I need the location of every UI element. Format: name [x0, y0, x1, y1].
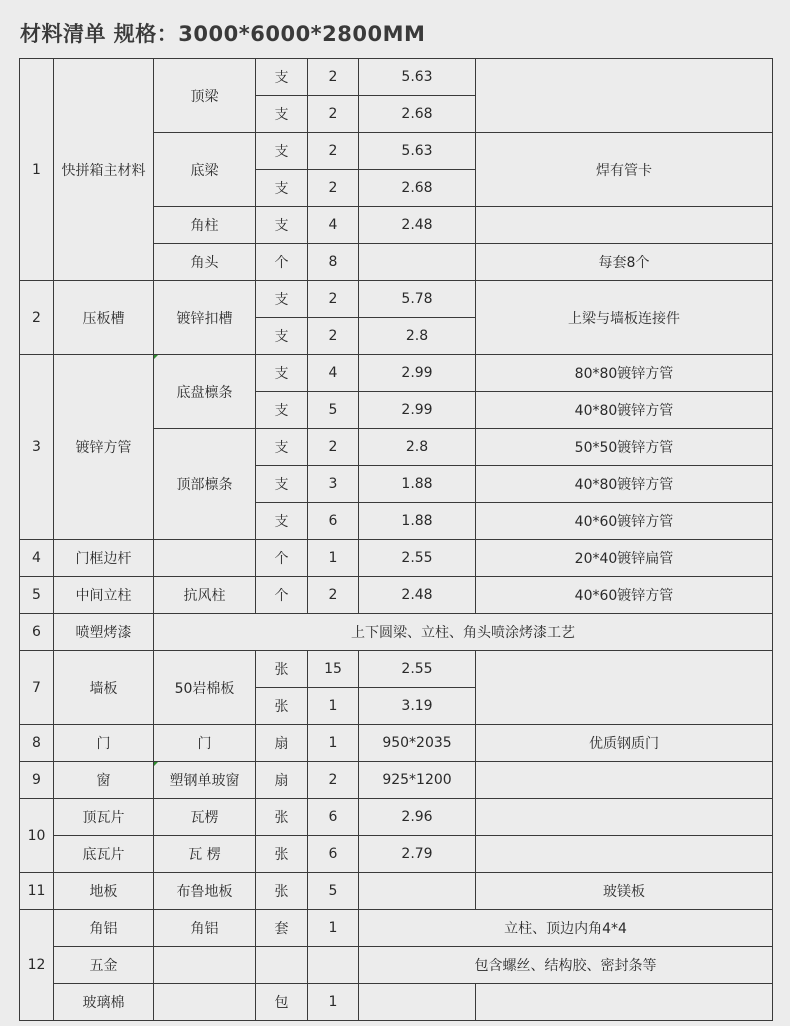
spec-cell: 925*1200 [359, 762, 476, 799]
table-row [20, 614, 773, 651]
unit-cell: 扇 [256, 725, 308, 762]
spec-cell: 950*2035 [359, 725, 476, 762]
category-cell: 喷塑烤漆 [54, 614, 154, 651]
spec-cell: 2.48 [359, 577, 476, 614]
unit-cell [256, 947, 308, 984]
unit-cell: 支 [256, 429, 308, 466]
spec-cell [359, 984, 476, 1021]
spec-cell: 1.88 [359, 503, 476, 540]
row-number: 2 [20, 281, 54, 355]
unit-cell: 支 [256, 133, 308, 170]
spec-cell: 2.48 [359, 207, 476, 244]
category-cell: 地板 [54, 873, 154, 910]
materials-table [19, 58, 773, 1021]
note-cell: 40*80镀锌方管 [476, 466, 773, 503]
note-cell [476, 59, 773, 133]
category-cell: 墙板 [54, 651, 154, 725]
row-number: 3 [20, 355, 54, 540]
item-cell: 角柱 [154, 207, 256, 244]
category-cell: 中间立柱 [54, 577, 154, 614]
item-cell: 镀锌扣槽 [154, 281, 256, 355]
spec-cell [359, 244, 476, 281]
spec-cell: 1.88 [359, 466, 476, 503]
qty-cell: 2 [308, 318, 359, 355]
item-cell: 50岩棉板 [154, 651, 256, 725]
table-row [20, 577, 773, 614]
note-cell: 玻镁板 [476, 873, 773, 910]
spec-cell: 2.79 [359, 836, 476, 873]
qty-cell: 4 [308, 355, 359, 392]
spec-cell: 2.68 [359, 96, 476, 133]
table-row [20, 910, 773, 947]
qty-cell: 2 [308, 429, 359, 466]
unit-cell: 张 [256, 688, 308, 725]
qty-cell: 5 [308, 873, 359, 910]
item-cell: 底梁 [154, 133, 256, 207]
qty-cell: 2 [308, 170, 359, 207]
qty-cell: 2 [308, 133, 359, 170]
note-cell [476, 207, 773, 244]
note-cell: 40*60镀锌方管 [476, 577, 773, 614]
qty-cell: 5 [308, 392, 359, 429]
unit-cell: 个 [256, 577, 308, 614]
unit-cell: 张 [256, 873, 308, 910]
qty-cell: 2 [308, 59, 359, 96]
item-cell: 门 [154, 725, 256, 762]
item-cell [154, 984, 256, 1021]
note-cell: 20*40镀锌扁管 [476, 540, 773, 577]
item-cell: 角铝 [154, 910, 256, 947]
item-cell: 顶梁 [154, 59, 256, 133]
category-cell: 底瓦片 [54, 836, 154, 873]
spec-cell: 5.63 [359, 133, 476, 170]
table-row [20, 355, 773, 392]
row-number: 8 [20, 725, 54, 762]
category-cell: 压板槽 [54, 281, 154, 355]
unit-cell: 支 [256, 318, 308, 355]
item-cell: 塑钢单玻窗 [154, 762, 256, 799]
qty-cell: 6 [308, 799, 359, 836]
spec-cell: 5.78 [359, 281, 476, 318]
unit-cell: 包 [256, 984, 308, 1021]
table-row [20, 59, 773, 96]
unit-cell: 张 [256, 836, 308, 873]
qty-cell: 8 [308, 244, 359, 281]
page-title: 材料清单 规格：3000*6000*2800MM [20, 22, 426, 46]
qty-cell: 2 [308, 762, 359, 799]
spec-cell: 2.8 [359, 318, 476, 355]
spec-cell: 2.8 [359, 429, 476, 466]
table-row [20, 836, 773, 873]
note-cell: 40*60镀锌方管 [476, 503, 773, 540]
category-cell: 角铝 [54, 910, 154, 947]
note-cell: 上梁与墙板连接件 [476, 281, 773, 355]
item-cell: 瓦 楞 [154, 836, 256, 873]
note-cell: 50*50镀锌方管 [476, 429, 773, 466]
qty-cell [308, 947, 359, 984]
category-cell: 五金 [54, 947, 154, 984]
row-number: 4 [20, 540, 54, 577]
note-cell [476, 984, 773, 1021]
item-cell: 瓦楞 [154, 799, 256, 836]
spec-cell: 2.68 [359, 170, 476, 207]
spec-cell [359, 873, 476, 910]
unit-cell: 个 [256, 244, 308, 281]
spec-cell: 2.99 [359, 392, 476, 429]
table-row [20, 651, 773, 688]
item-cell: 顶部檩条 [154, 429, 256, 540]
row-number: 10 [20, 799, 54, 873]
unit-cell: 支 [256, 96, 308, 133]
unit-cell: 支 [256, 281, 308, 318]
note-cell: 优质钢质门 [476, 725, 773, 762]
table-row [20, 984, 773, 1021]
spec-cell: 2.99 [359, 355, 476, 392]
unit-cell: 支 [256, 207, 308, 244]
table-row [20, 725, 773, 762]
table-row [20, 540, 773, 577]
note-cell [476, 799, 773, 836]
table-row [20, 873, 773, 910]
spec-cell: 2.55 [359, 540, 476, 577]
unit-cell: 支 [256, 503, 308, 540]
table-row [20, 947, 773, 984]
unit-cell: 套 [256, 910, 308, 947]
qty-cell: 1 [308, 725, 359, 762]
row-number: 9 [20, 762, 54, 799]
note-cell: 每套8个 [476, 244, 773, 281]
item-cell: 布鲁地板 [154, 873, 256, 910]
category-cell: 玻璃棉 [54, 984, 154, 1021]
table-row [20, 762, 773, 799]
note-cell [476, 836, 773, 873]
item-cell: 角头 [154, 244, 256, 281]
qty-cell: 2 [308, 281, 359, 318]
unit-cell: 支 [256, 466, 308, 503]
category-cell: 快拼箱主材料 [54, 59, 154, 281]
item-cell: 底盘檩条 [154, 355, 256, 429]
unit-cell: 张 [256, 799, 308, 836]
qty-cell: 15 [308, 651, 359, 688]
row-number: 6 [20, 614, 54, 651]
note-cell [476, 762, 773, 799]
spec-cell: 3.19 [359, 688, 476, 725]
spec-cell: 5.63 [359, 59, 476, 96]
qty-cell: 2 [308, 577, 359, 614]
note-cell: 焊有管卡 [476, 133, 773, 207]
qty-cell: 1 [308, 910, 359, 947]
unit-cell: 个 [256, 540, 308, 577]
category-cell: 门 [54, 725, 154, 762]
spec-cell: 2.55 [359, 651, 476, 688]
row-number: 7 [20, 651, 54, 725]
qty-cell: 1 [308, 688, 359, 725]
note-cell: 80*80镀锌方管 [476, 355, 773, 392]
row-number: 11 [20, 873, 54, 910]
item-cell [154, 540, 256, 577]
item-cell: 抗风柱 [154, 577, 256, 614]
category-cell: 镀锌方管 [54, 355, 154, 540]
category-cell: 顶瓦片 [54, 799, 154, 836]
qty-cell: 1 [308, 984, 359, 1021]
unit-cell: 支 [256, 59, 308, 96]
unit-cell: 张 [256, 651, 308, 688]
spec-cell: 2.96 [359, 799, 476, 836]
qty-cell: 1 [308, 540, 359, 577]
row-number: 5 [20, 577, 54, 614]
row-number: 12 [20, 910, 54, 1021]
unit-cell: 支 [256, 392, 308, 429]
note-cell: 上下圆梁、立柱、角头喷涂烤漆工艺 [154, 614, 773, 651]
unit-cell: 支 [256, 170, 308, 207]
category-cell: 门框边杆 [54, 540, 154, 577]
unit-cell: 支 [256, 355, 308, 392]
note-cell: 包含螺丝、结构胶、密封条等 [359, 947, 773, 984]
qty-cell: 6 [308, 503, 359, 540]
qty-cell: 4 [308, 207, 359, 244]
unit-cell: 扇 [256, 762, 308, 799]
table-row [20, 281, 773, 318]
row-number: 1 [20, 59, 54, 281]
category-cell: 窗 [54, 762, 154, 799]
qty-cell: 6 [308, 836, 359, 873]
table-row [20, 799, 773, 836]
qty-cell: 3 [308, 466, 359, 503]
qty-cell: 2 [308, 96, 359, 133]
note-cell: 40*80镀锌方管 [476, 392, 773, 429]
item-cell [154, 947, 256, 984]
note-cell [476, 651, 773, 725]
note-cell: 立柱、顶边内角4*4 [359, 910, 773, 947]
